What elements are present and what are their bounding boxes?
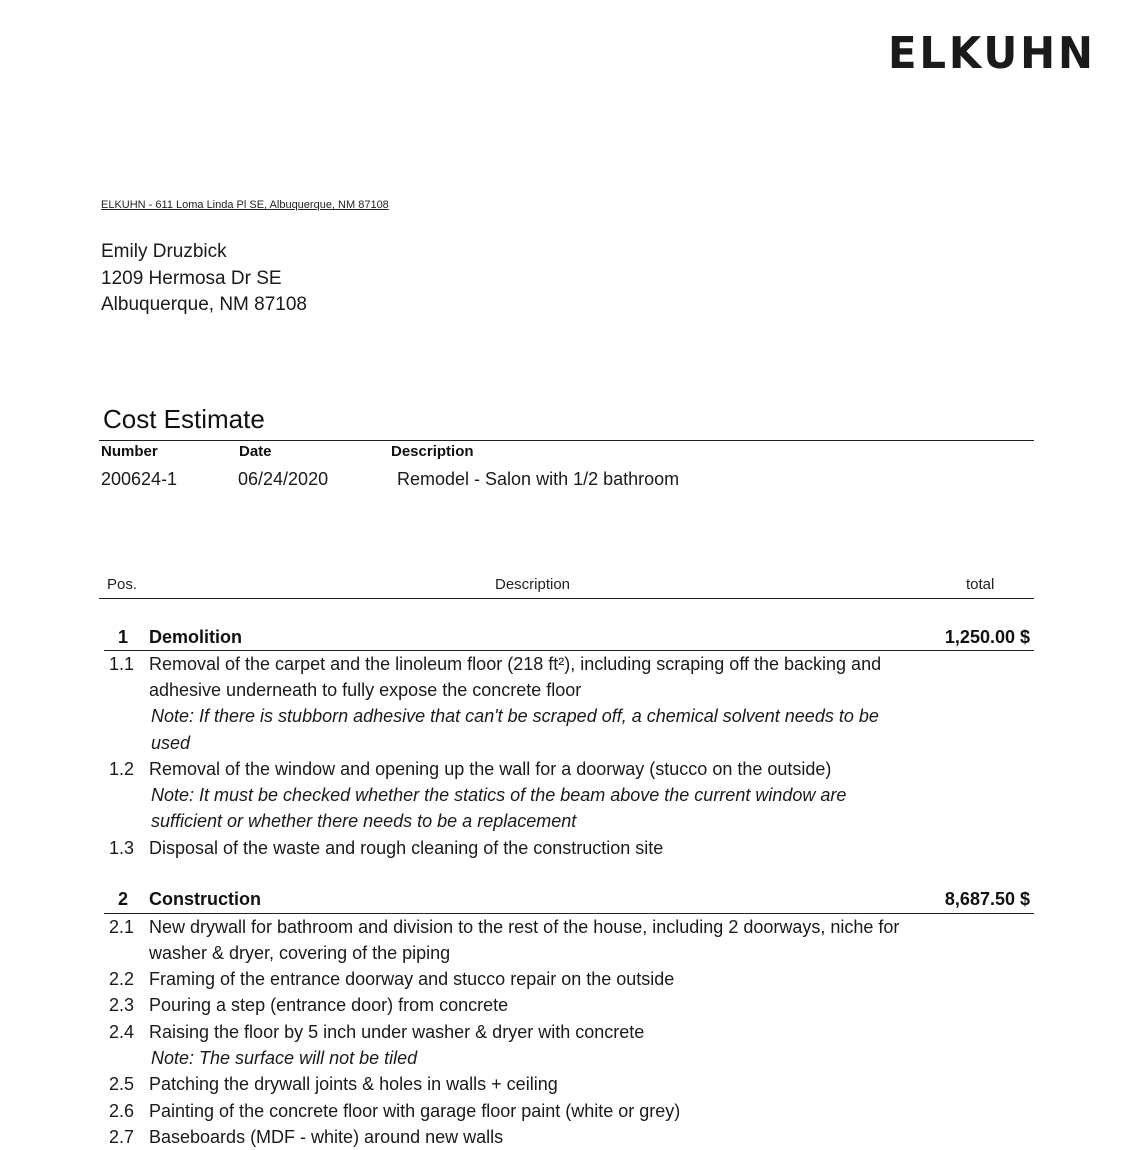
item-position: 2.1 bbox=[108, 917, 134, 937]
title-rule bbox=[99, 440, 1034, 441]
item-description: Removal of the window and opening up the wall for a doorway (stucco on the outside) bbox=[149, 759, 832, 779]
section-total: 8,687.50 $ bbox=[944, 889, 1030, 909]
line-item bbox=[104, 1124, 934, 1150]
estimate-description: Remodel - Salon with 1/2 bathroom bbox=[397, 469, 680, 489]
line-item bbox=[104, 1098, 934, 1124]
line-item bbox=[104, 835, 934, 861]
item-description: Painting of the concrete floor with garage floor paint (white or grey) bbox=[149, 1101, 681, 1121]
line-item bbox=[104, 992, 934, 1018]
item-note: Note: It must be checked whether the statics of the beam above the current window are sufficient or whether there needs to be a replacement bbox=[151, 785, 847, 832]
sender-address-line: ELKUHN - 611 Loma Linda Pl SE, Albuquerque, NM 87108 bbox=[101, 199, 389, 211]
line-item bbox=[104, 756, 934, 835]
section-title: Demolition bbox=[149, 627, 242, 647]
line-item bbox=[104, 1019, 934, 1071]
estimate-date: 06/24/2020 bbox=[238, 469, 329, 489]
item-position: 2.4 bbox=[108, 1022, 134, 1042]
item-description: New drywall for bathroom and division to the rest of the house, including 2 doorways, niche for washer & dryer, covering of the piping bbox=[149, 917, 900, 964]
item-note: Note: If there is stubborn adhesive that can't be scraped off, a chemical solvent needs to be used bbox=[151, 706, 879, 753]
item-description: Baseboards (MDF - white) around new walls bbox=[149, 1127, 504, 1147]
column-header-description: Description bbox=[495, 576, 571, 593]
item-position: 2.7 bbox=[108, 1127, 134, 1147]
header-rule bbox=[99, 598, 1034, 599]
company-logo: ELKUHN bbox=[888, 28, 1096, 79]
section-title: Construction bbox=[149, 889, 261, 909]
item-description: Patching the drywall joints & holes in walls + ceiling bbox=[149, 1074, 558, 1094]
item-position: 2.5 bbox=[108, 1074, 134, 1094]
column-header-pos: Pos. bbox=[107, 576, 138, 593]
recipient-name: Emily Druzbick bbox=[101, 241, 227, 262]
item-description: Raising the floor by 5 inch under washer & dryer with concrete bbox=[149, 1022, 645, 1042]
line-item bbox=[104, 1071, 934, 1097]
document-title: Cost Estimate bbox=[103, 404, 265, 434]
section-number: 1 bbox=[117, 627, 128, 647]
item-position: 1.1 bbox=[108, 654, 134, 674]
item-description: Pouring a step (entrance door) from concrete bbox=[149, 995, 509, 1015]
item-position: 2.3 bbox=[108, 995, 134, 1015]
date-label: Date bbox=[239, 443, 272, 460]
item-description: Disposal of the waste and rough cleaning of the construction site bbox=[149, 838, 664, 858]
recipient-address bbox=[101, 239, 307, 319]
item-description: Removal of the carpet and the linoleum floor (218 ft²), including scraping off the backing and adhesive underneath to fully expose the concrete floor bbox=[149, 654, 882, 701]
line-item bbox=[104, 914, 934, 966]
item-position: 2.2 bbox=[108, 969, 134, 989]
item-position: 2.6 bbox=[108, 1101, 134, 1121]
section-number: 2 bbox=[117, 889, 128, 909]
item-position: 1.2 bbox=[108, 759, 134, 779]
description-label: Description bbox=[391, 443, 474, 460]
number-label: Number bbox=[101, 443, 158, 460]
item-note: Note: The surface will not be tiled bbox=[151, 1048, 418, 1069]
recipient-city: Albuquerque, NM 87108 bbox=[101, 294, 307, 315]
column-header-total: total bbox=[966, 576, 995, 593]
line-item bbox=[104, 651, 934, 756]
item-description: Framing of the entrance doorway and stucco repair on the outside bbox=[149, 969, 675, 989]
section-total: 1,250.00 $ bbox=[944, 627, 1030, 647]
line-item bbox=[104, 966, 934, 992]
item-position: 1.3 bbox=[108, 838, 134, 858]
recipient-street: 1209 Hermosa Dr SE bbox=[101, 267, 282, 289]
estimate-number: 200624-1 bbox=[101, 469, 178, 489]
